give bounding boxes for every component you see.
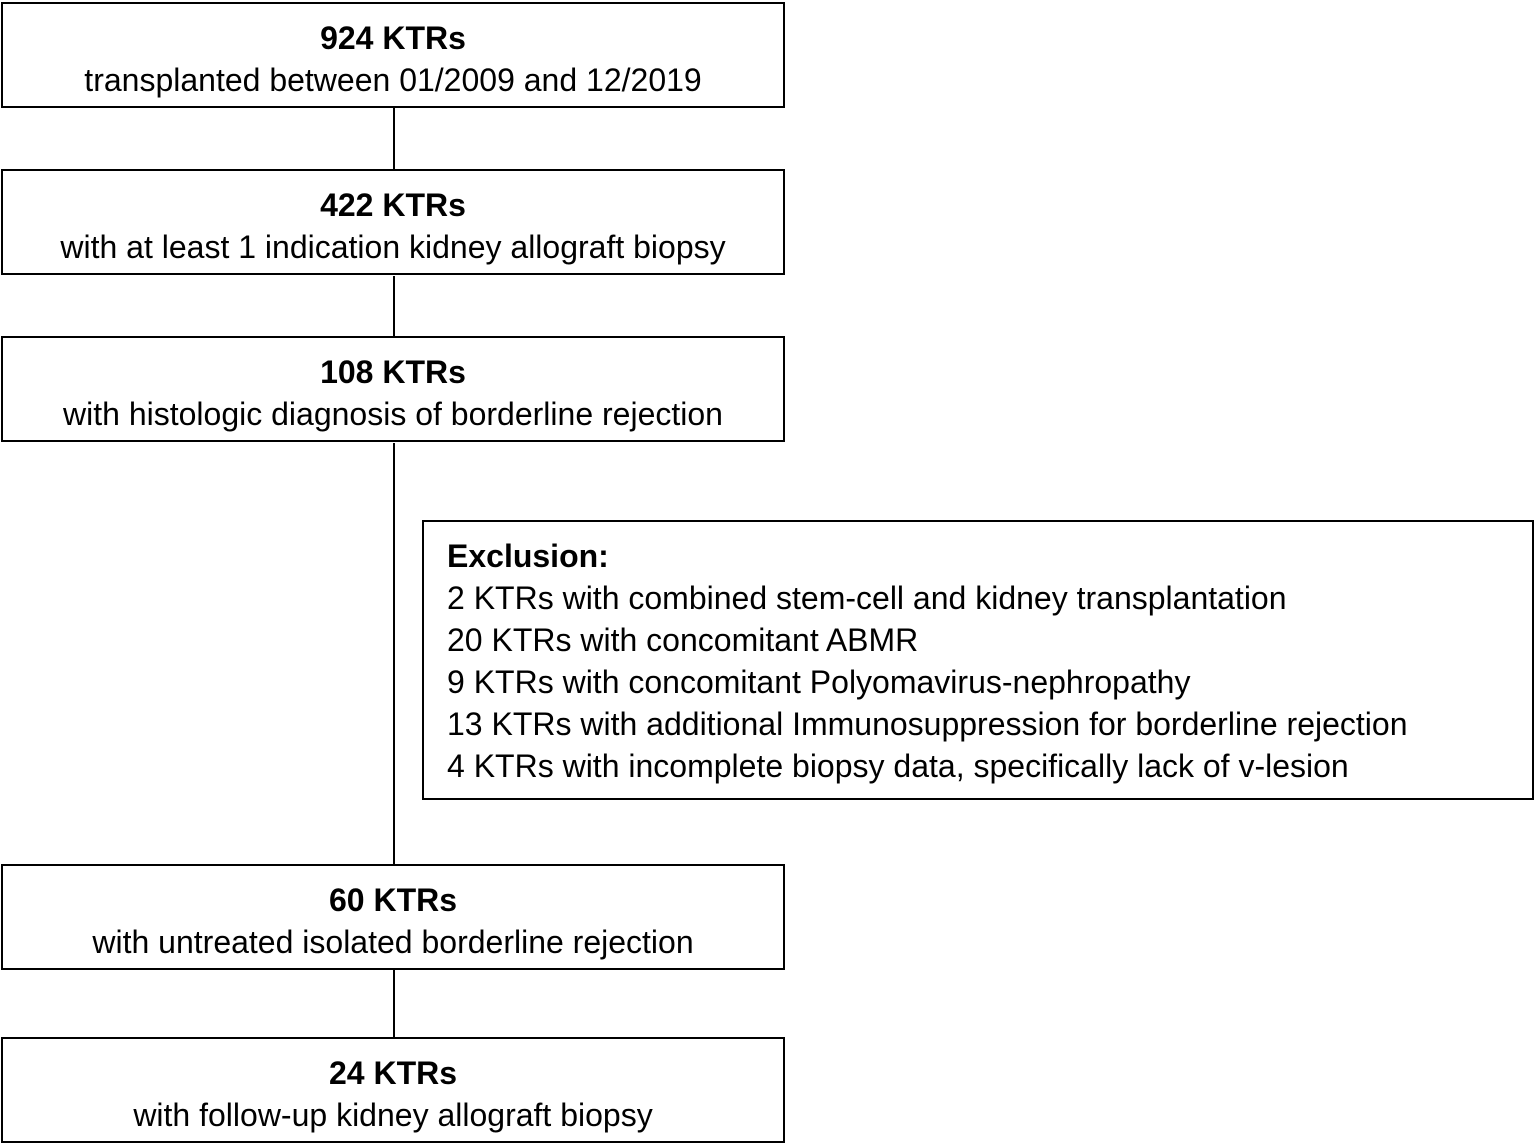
box-description: with untreated isolated borderline rejection [92,924,694,960]
connector-line-3 [393,443,395,865]
box-description: with follow-up kidney allograft biopsy [133,1097,653,1133]
box-description: with at least 1 indication kidney allograft biopsy [60,229,726,265]
connector-line-4 [393,970,395,1038]
exclusion-item: 9 KTRs with concomitant Polyomavirus-nephropathy [447,664,1191,700]
box-count: 924 KTRs [320,20,466,56]
box-description: with histologic diagnosis of borderline rejection [63,396,723,432]
flow-box-biopsy [1,169,785,275]
flow-box-follow-up [1,1037,785,1143]
box-count: 24 KTRs [328,1055,458,1091]
exclusion-title: Exclusion: [447,538,609,574]
flow-box-borderline [1,336,785,442]
box-count: 60 KTRs [328,882,458,918]
connector-line-1 [393,108,395,170]
exclusion-item: 4 KTRs with incomplete biopsy data, specifically lack of v-lesion [447,748,1349,784]
flow-box-transplanted [1,2,785,108]
exclusion-item: 20 KTRs with concomitant ABMR [447,622,919,658]
exclusion-box [422,520,1534,800]
flow-box-untreated [1,864,785,970]
box-count: 422 KTRs [320,187,466,223]
exclusion-item: 2 KTRs with combined stem-cell and kidney transplantation [447,580,1287,616]
box-count: 108 KTRs [320,354,466,390]
box-description: transplanted between 01/2009 and 12/2019 [84,62,702,98]
exclusion-item: 13 KTRs with additional Immunosuppression for borderline rejection [447,706,1408,742]
connector-line-2 [393,276,395,337]
